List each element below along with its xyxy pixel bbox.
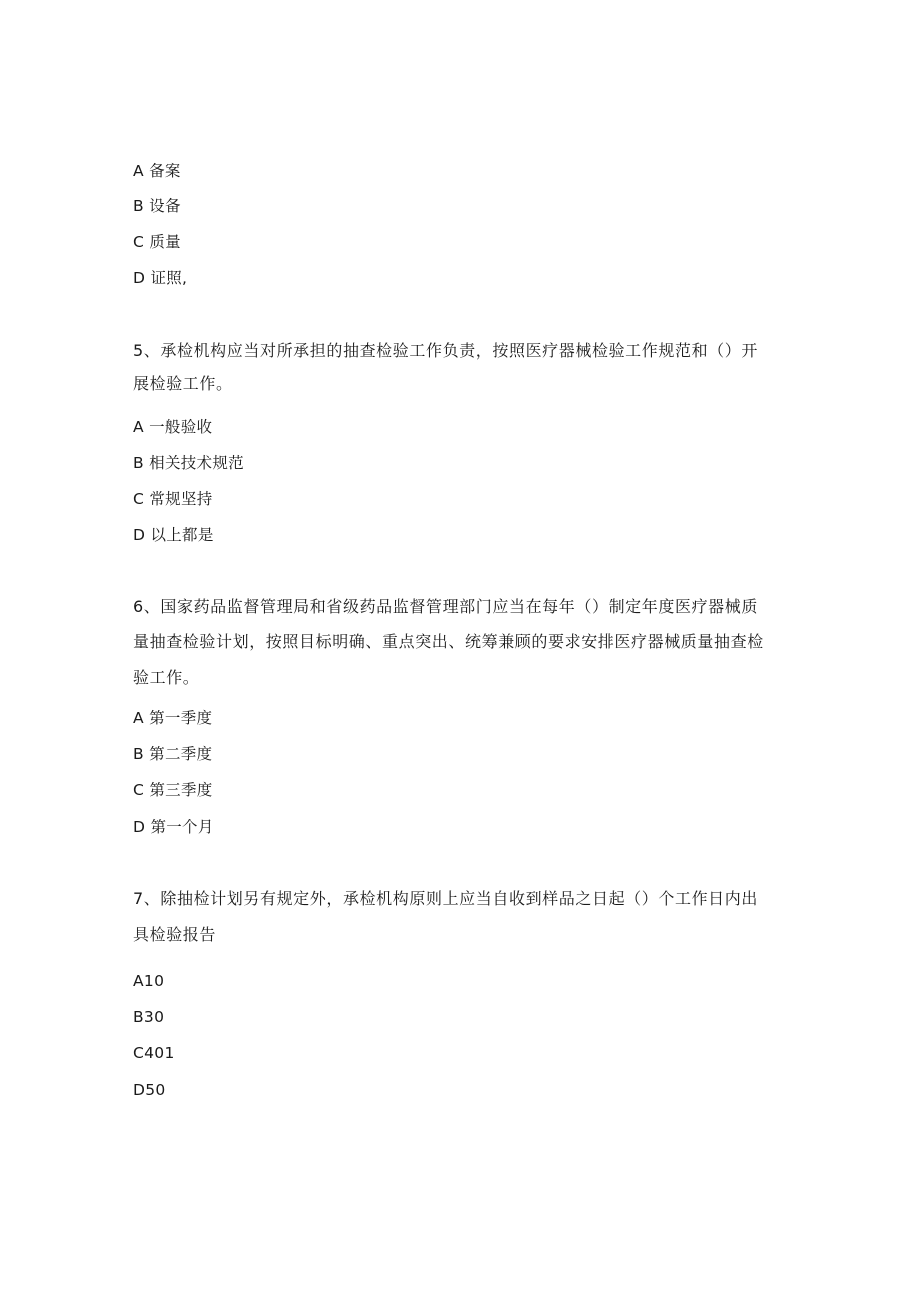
- question-text-line: 5、承检机构应当对所承担的抽查检验工作负责，按照医疗器械检验工作规范和（）开: [133, 341, 758, 360]
- option-d: D 以上都是: [133, 526, 214, 544]
- option-a: A 第一季度: [133, 709, 213, 727]
- question-text-line: 量抽查检验计划，按照目标明确、重点突出、统筹兼顾的要求安排医疗器械质量抽查检: [133, 632, 764, 651]
- option-d: D50: [133, 1081, 166, 1099]
- option-d: D 第一个月: [133, 818, 214, 836]
- option-b: B 设备: [133, 197, 181, 215]
- question-text-line: 具检验报告: [133, 925, 217, 944]
- question-text-line: 验工作。: [133, 668, 200, 687]
- question-text-line: 展检验工作。: [133, 374, 233, 393]
- option-b: B 第二季度: [133, 745, 213, 763]
- option-c: C 质量: [133, 233, 181, 251]
- question-text-line: 7、除抽检计划另有规定外，承检机构原则上应当自收到样品之日起（）个工作日内出: [133, 889, 758, 908]
- option-b: B 相关技术规范: [133, 454, 244, 472]
- option-b: B30: [133, 1008, 165, 1026]
- option-d: D 证照,: [133, 269, 188, 287]
- question-text-line: 6、国家药品监督管理局和省级药品监督管理部门应当在每年（）制定年度医疗器械质: [133, 597, 758, 616]
- option-a: A 备案: [133, 162, 181, 180]
- option-a: A 一般验收: [133, 418, 213, 436]
- option-c: C401: [133, 1044, 175, 1062]
- option-c: C 常规坚持: [133, 490, 213, 508]
- option-c: C 第三季度: [133, 781, 213, 799]
- option-a: A10: [133, 972, 165, 990]
